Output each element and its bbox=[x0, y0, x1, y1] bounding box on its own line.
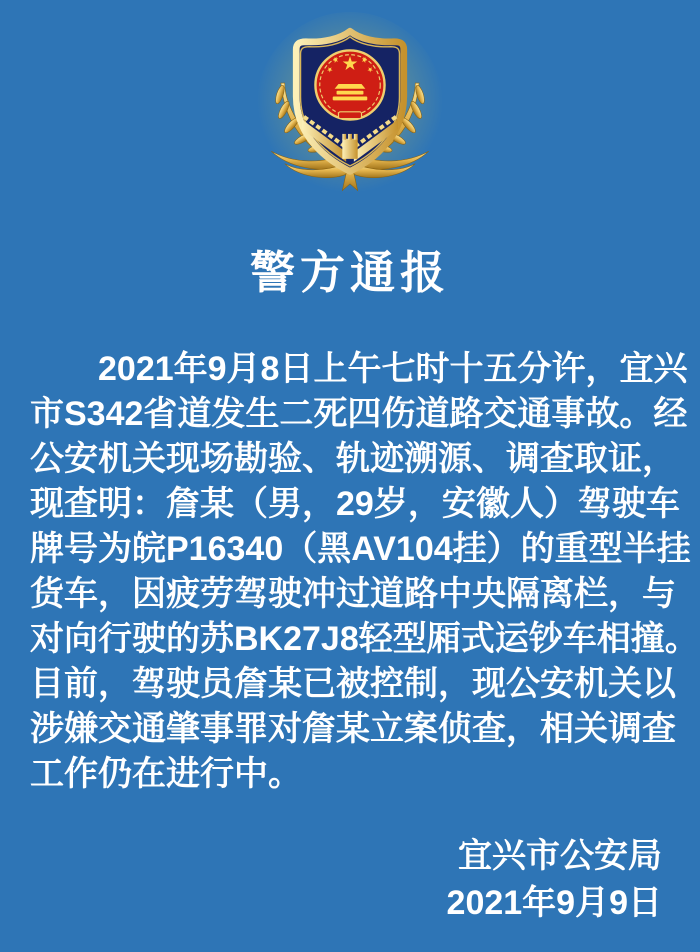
notice-body bbox=[30, 347, 699, 797]
police-badge-icon bbox=[254, 12, 446, 204]
body-text-line: 现查明：詹某（男，29岁，安徽人）驾驶车 bbox=[30, 485, 680, 523]
notice-title: 警方通报 bbox=[249, 247, 450, 298]
body-text-line: 市S342省道发生二死四伤道路交通事故。经 bbox=[30, 395, 688, 433]
body-text-line: 货车，因疲劳驾驶冲过道路中央隔离栏，与 bbox=[30, 575, 676, 613]
emblem-container bbox=[0, 0, 700, 204]
body-text-line: 涉嫌交通肇事罪对詹某立案侦查，相关调查 bbox=[30, 710, 676, 748]
signature-agency: 宜兴市公安局 bbox=[458, 837, 662, 875]
body-text-line: 牌号为皖P16340（黑AV104挂）的重型半挂 bbox=[30, 530, 691, 568]
signature-block bbox=[0, 833, 700, 927]
body-text-line: 目前，驾驶员詹某已被控制，现公安机关以 bbox=[30, 665, 676, 703]
body-text-line: 工作仍在进行中。 bbox=[30, 755, 302, 793]
signature-date: 2021年9月9日 bbox=[446, 884, 662, 922]
body-text-line: 公安机关现场勘验、轨迹溯源、调查取证， bbox=[30, 440, 676, 478]
body-text-line: 2021年9月8日上午七时十五分许，宜兴 bbox=[98, 350, 688, 388]
body-text-line: 对向行驶的苏BK27J8轻型厢式运钞车相撞。 bbox=[30, 620, 699, 658]
